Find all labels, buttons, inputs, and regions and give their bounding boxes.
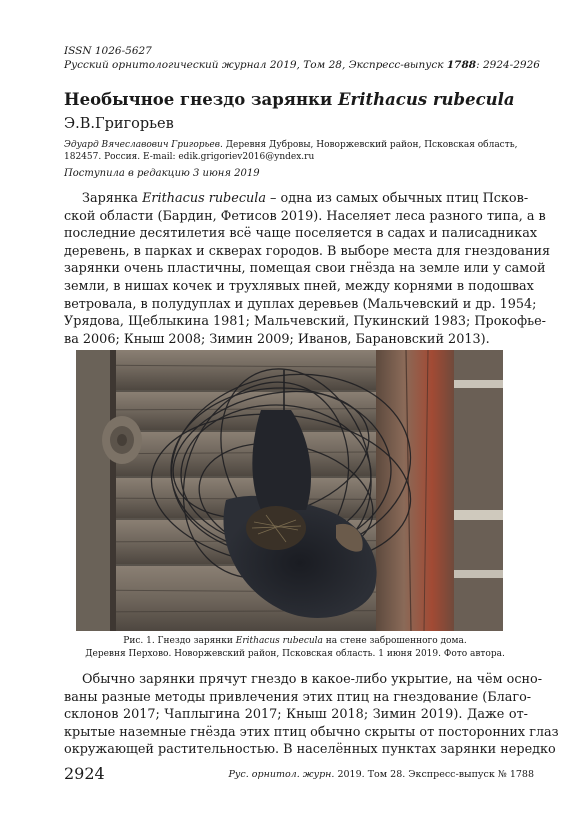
text-fragment: – одна из самых обычных птиц Псков-: [265, 191, 529, 206]
text-line: последние десятилетия всё чаще поселяется в садах и палисадниках: [64, 226, 538, 242]
text-line: ской области (Бардин, Фетисов 2019). Населяет леса разного типа, а в: [64, 208, 546, 224]
text-line: окружающей растительностью. В населённых пунктах зарянки нередко: [64, 742, 556, 758]
page-number: 2924: [64, 764, 105, 783]
journal-line-prefix: Русский орнитологический журнал 2019, Том 28, Экспресс-выпуск: [64, 59, 447, 71]
text-fragment: Зарянка: [82, 191, 143, 206]
journal-line: [64, 58, 540, 72]
affiliation-name: Эдуард Вячеславович Григорьев: [64, 140, 220, 150]
received-date: Поступила в редакцию 3 июня 2019: [64, 168, 260, 179]
affiliation-address: . Деревня Дубровы, Новоржевский район, Псковская область, 182457. Россия. E-mail: edik.grigoriev2016@yndex.ru: [64, 140, 518, 162]
footer-issue: 2019. Том 28. Экспресс-выпуск № 1788: [334, 769, 534, 780]
issue-number: 1788: [446, 59, 477, 71]
footer-citation: [229, 769, 534, 780]
page-footer: [64, 764, 534, 784]
caption-fragment: на стене заброшенного дома.: [322, 636, 467, 646]
nest-photo: [76, 350, 503, 631]
nest-photo-image: [76, 350, 503, 631]
journal-header: [64, 44, 540, 72]
caption-line: Деревня Перхово. Новоржевский район, Псковская область. 1 июня 2019. Фото автора.: [85, 648, 505, 659]
text-line: [64, 190, 528, 208]
text-line: земли, в нишах кочек и трухлявых пней, между корнями в подошвах: [64, 278, 534, 294]
journal-pages: : 2924-2926: [476, 59, 540, 71]
paragraph-intro: [64, 190, 551, 348]
caption-fragment: Рис. 1. Гнездо зарянки: [123, 636, 236, 646]
issn: ISSN 1026-5627: [64, 45, 152, 57]
text-line: ваны разные методы привлечения этих птиц на гнездование (Благо-: [64, 689, 532, 705]
article-author: Э.В.Григорьев: [64, 116, 174, 132]
text-line: ветровала, в полудуплах и дуплах деревьев (Мальчевский и др. 1954;: [64, 296, 537, 312]
paragraph-second: [64, 671, 559, 759]
text-line: крытые наземные гнёзда этих птиц обычно скрыты от посторонних глаз: [64, 724, 559, 740]
title-species: Erithacus rubecula: [337, 90, 515, 109]
text-line: деревень, в парках и скверах городов. В выборе места для гнездования: [64, 243, 551, 259]
journal-abbr: Рус. орнитол. журн.: [228, 769, 335, 780]
author-affiliation: [64, 139, 534, 163]
species-name: Erithacus rubecula: [142, 191, 266, 206]
text-line: склонов 2017; Чаплыгина 2017; Кныш 2018; Зимин 2019). Даже от-: [64, 707, 528, 723]
text-line: Урядова, Щеблыкина 1981; Мальчевский, Пукинский 1983; Прокофье-: [64, 314, 547, 330]
text-line: зарянки очень пластичны, помещая свои гнёзда на земле или у самой: [64, 261, 546, 277]
text-line: ва 2006; Кныш 2008; Зимин 2009; Иванов, Барановский 2013).: [64, 331, 490, 347]
article-title: [64, 90, 515, 110]
figure-caption: [60, 635, 530, 660]
caption-line: [60, 635, 530, 648]
caption-species: Erithacus rubecula: [235, 636, 323, 646]
title-plain: Необычное гнездо зарянки: [64, 90, 338, 109]
text-line: Обычно зарянки прячут гнездо в какое-либо укрытие, на чём осно-: [82, 672, 543, 687]
